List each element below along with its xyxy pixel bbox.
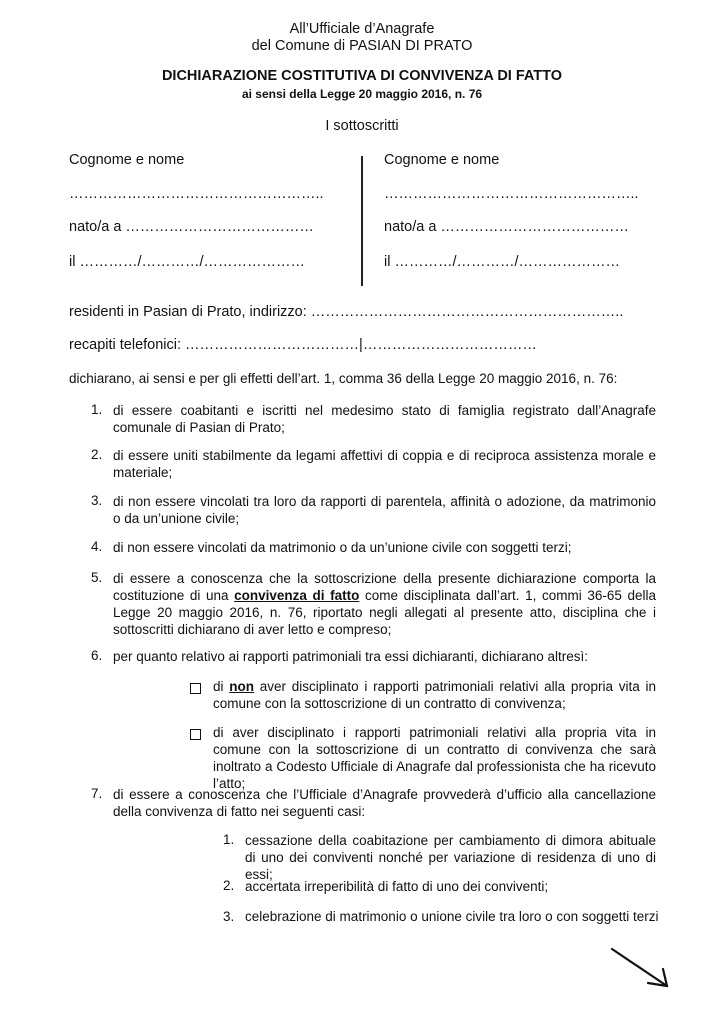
option-text-part: aver disciplinato i rapporti patrimoniali relativi alla propria vita in comune con la sottoscrizione di un contratto di convivenza; [213, 679, 656, 711]
item-number: 6. [91, 648, 103, 663]
option-1-checkbox[interactable] [190, 681, 201, 699]
left-name-label: Cognome e nome [69, 152, 185, 168]
column-divider [361, 156, 363, 286]
left-birthdate-field[interactable]: il …………/…………/………………… [69, 254, 306, 270]
item-text-part: come disciplinata dall’art. 1, commi 36-65 della Legge 20 maggio 2016, n. 76, riportato negli allegati al presente atto, disciplina che i sottoscritti dichiarano di aver letto e compreso; [113, 588, 656, 637]
item-text: di essere coabitanti e iscritti nel medesimo stato di famiglia registrato dall’Anagrafe comunale di Pasian di Prato; [113, 403, 656, 435]
option-1-text [213, 678, 656, 712]
document-title: DICHIARAZIONE COSTITUTIVA DI CONVIVENZA DI FATTO [161, 68, 563, 84]
item-text: per quanto relativo ai rapporti patrimoniali tra essi dichiaranti, dichiarano altresì: [113, 649, 588, 664]
item-number: 4. [91, 539, 103, 554]
item-text: di non essere vincolati da matrimonio o da un’unione civile con soggetti terzi; [113, 540, 572, 555]
item-text: di essere uniti stabilmente da legami affettivi di coppia e di reciproca assistenza morale e materiale; [113, 448, 656, 480]
next-page-arrow-icon [608, 944, 672, 992]
non-emphasis: non [229, 679, 255, 694]
option-text-part: di [213, 679, 230, 694]
right-birthdate-field[interactable]: il …………/…………/………………… [384, 254, 621, 270]
recipient-line-2: del Comune di PASIAN DI PRATO [251, 38, 473, 54]
phone-field[interactable]: recapiti telefonici: ………………………………|……………………………… [69, 337, 537, 353]
item-number: 7. [91, 786, 103, 801]
intro-text: I sottoscritti [325, 118, 399, 134]
recipient-line-1: All’Ufficiale d’Anagrafe [289, 21, 435, 37]
subitem-text: celebrazione di matrimonio o unione civile tra loro o con soggetti terzi [245, 909, 659, 924]
right-birthplace-field[interactable]: nato/a a ………………………………… [384, 219, 629, 235]
left-name-field[interactable]: …………………………………………….. [69, 186, 324, 202]
item-text: di essere a conoscenza che l’Ufficiale d’Anagrafe provvederà d’ufficio alla cancellazione della convivenza di fatto nei seguenti casi: [113, 787, 656, 819]
item-text: di non essere vincolati tra loro da rapporti di parentela, affinità o adozione, da matrimonio o da un’unione civile; [113, 494, 656, 526]
subitem-number: 2. [223, 878, 235, 893]
declaration-intro: dichiarano, ai sensi e per gli effetti dell’art. 1, comma 36 della Legge 20 maggio 2016, n. 76: [69, 371, 618, 386]
item-text-part: di essere a conoscenza che la sottoscrizione della presente dichiarazione comporta la costituzione di una [113, 571, 656, 603]
option-2-text: di aver disciplinato i rapporti patrimoniali relativi alla propria vita in comune con la sottoscrizione di un contratto di convivenza che sarà inoltrato a Codesto Ufficiale di Anagrafe dal professionista che ha ricevuto l’atto; [213, 725, 656, 791]
subitem-text: accertata irreperibilità di fatto di uno dei conviventi; [245, 879, 549, 894]
item-number: 1. [91, 402, 103, 417]
item-number: 3. [91, 493, 103, 508]
right-name-field[interactable]: …………………………………………….. [384, 186, 639, 202]
item-text [113, 570, 656, 638]
subitem-number: 3. [223, 909, 235, 924]
left-birthplace-field[interactable]: nato/a a ………………………………… [69, 219, 314, 235]
residence-field[interactable]: residenti in Pasian di Prato, indirizzo: ……………………………………………………….. [69, 304, 624, 320]
item-number: 2. [91, 447, 103, 462]
subitem-text: cessazione della coabitazione per cambiamento di dimora abituale di uno dei conviventi nonché per variazione di residenza di uno di essi; [245, 833, 656, 882]
subitem-number: 1. [223, 832, 235, 847]
option-2-checkbox[interactable] [190, 727, 201, 745]
document-subtitle: ai sensi della Legge 20 maggio 2016, n. 76 [241, 87, 483, 101]
convivenza-emphasis: convivenza di fatto [234, 588, 360, 603]
right-name-label: Cognome e nome [384, 152, 500, 168]
item-number: 5. [91, 570, 103, 585]
